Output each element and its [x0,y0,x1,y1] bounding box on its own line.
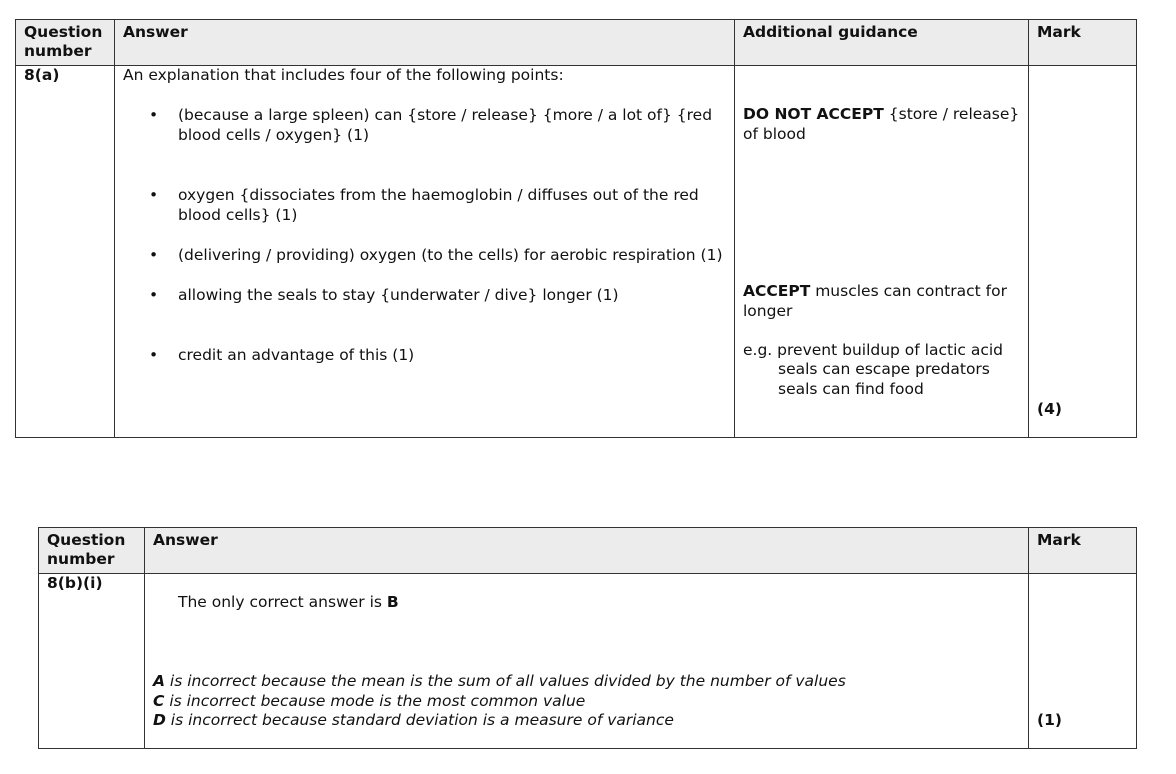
guidance-2-line-1 [743,281,1007,301]
guidance-1-keyword: DO NOT ACCEPT [743,105,884,123]
mark-value: (4) [1037,400,1062,418]
mark-header [1029,20,1136,66]
question-id: 8(b)(i) [47,574,103,592]
explanation-a-text: is incorrect because the mean is the sum of all values divided by the number of values [165,672,846,690]
guidance-1-line-2: of blood [743,125,806,143]
bullet-icon: • [149,246,159,264]
guidance-2-line-2: longer [743,302,793,320]
guidance-1-text: {store / release} [883,105,1020,123]
guidance-2-keyword: ACCEPT [743,282,811,300]
explanation-a [153,671,846,691]
header-number: number [24,42,92,60]
mark-value: (1) [1037,711,1062,729]
point-1-line-1: (because a large spleen) can {store / release} {more / a lot of} {red [178,106,713,124]
explanation-d-text: is incorrect because standard deviation is a measure of variance [165,711,674,729]
header-answer: Answer [153,531,218,549]
point-5-line-1: credit an advantage of this (1) [178,346,415,364]
explanation-d [153,710,674,730]
correct-answer-statement [178,592,399,612]
header-guidance: Additional guidance [743,23,918,41]
bullet-icon: • [149,286,159,304]
explanation-c [153,691,585,711]
header-number: number [47,550,115,568]
answer-header [115,20,734,66]
explanation-d-letter: D [153,711,166,729]
header-mark: Mark [1037,531,1081,549]
point-4-line-1: allowing the seals to stay {underwater / dive} longer (1) [178,286,619,304]
explanation-c-letter: C [153,692,165,710]
header-question: Question [47,531,126,549]
explanation-a-letter: A [153,672,165,690]
mark-scheme-table-8a [15,19,1137,438]
mark-column [1028,20,1136,437]
guidance-2-text: muscles can contract for [810,282,1007,300]
correct-answer-letter: B [386,593,399,611]
guidance-3-line-1: e.g. prevent buildup of lactic acid [743,341,1003,359]
header-mark: Mark [1037,23,1081,41]
guidance-3-line-3: seals can find food [778,380,924,398]
header-answer: Answer [123,23,188,41]
mark-scheme-table-8bi [38,527,1137,749]
bullet-icon: • [149,106,159,124]
point-3-line-1: (delivering / providing) oxygen (to the cells) for aerobic respiration (1) [178,246,723,264]
correct-answer-prefix: The only correct answer is [178,593,387,611]
answer-column [144,528,1028,748]
point-2-line-2: blood cells} (1) [178,206,298,224]
bullet-icon: • [149,346,159,364]
explanation-c-text: is incorrect because mode is the most common value [164,692,586,710]
header-question: Question [24,23,103,41]
mark-header [1029,528,1136,574]
mark-column [1028,528,1136,748]
question-number-header [16,20,114,66]
guidance-header [735,20,1028,66]
answer-column [114,20,734,437]
guidance-3-line-2: seals can escape predators [778,360,990,378]
point-2-line-1: oxygen {dissociates from the haemoglobin / diffuses out of the red [178,186,699,204]
question-number-column [16,20,114,437]
point-1-line-2: blood cells / oxygen} (1) [178,126,369,144]
question-number-header [39,528,144,574]
answer-intro: An explanation that includes four of the following points: [123,66,564,84]
guidance-1-line-1 [743,104,1019,124]
guidance-column [734,20,1028,437]
question-id: 8(a) [24,66,60,84]
bullet-icon: • [149,186,159,204]
question-number-column [39,528,144,748]
answer-header [145,528,1028,574]
